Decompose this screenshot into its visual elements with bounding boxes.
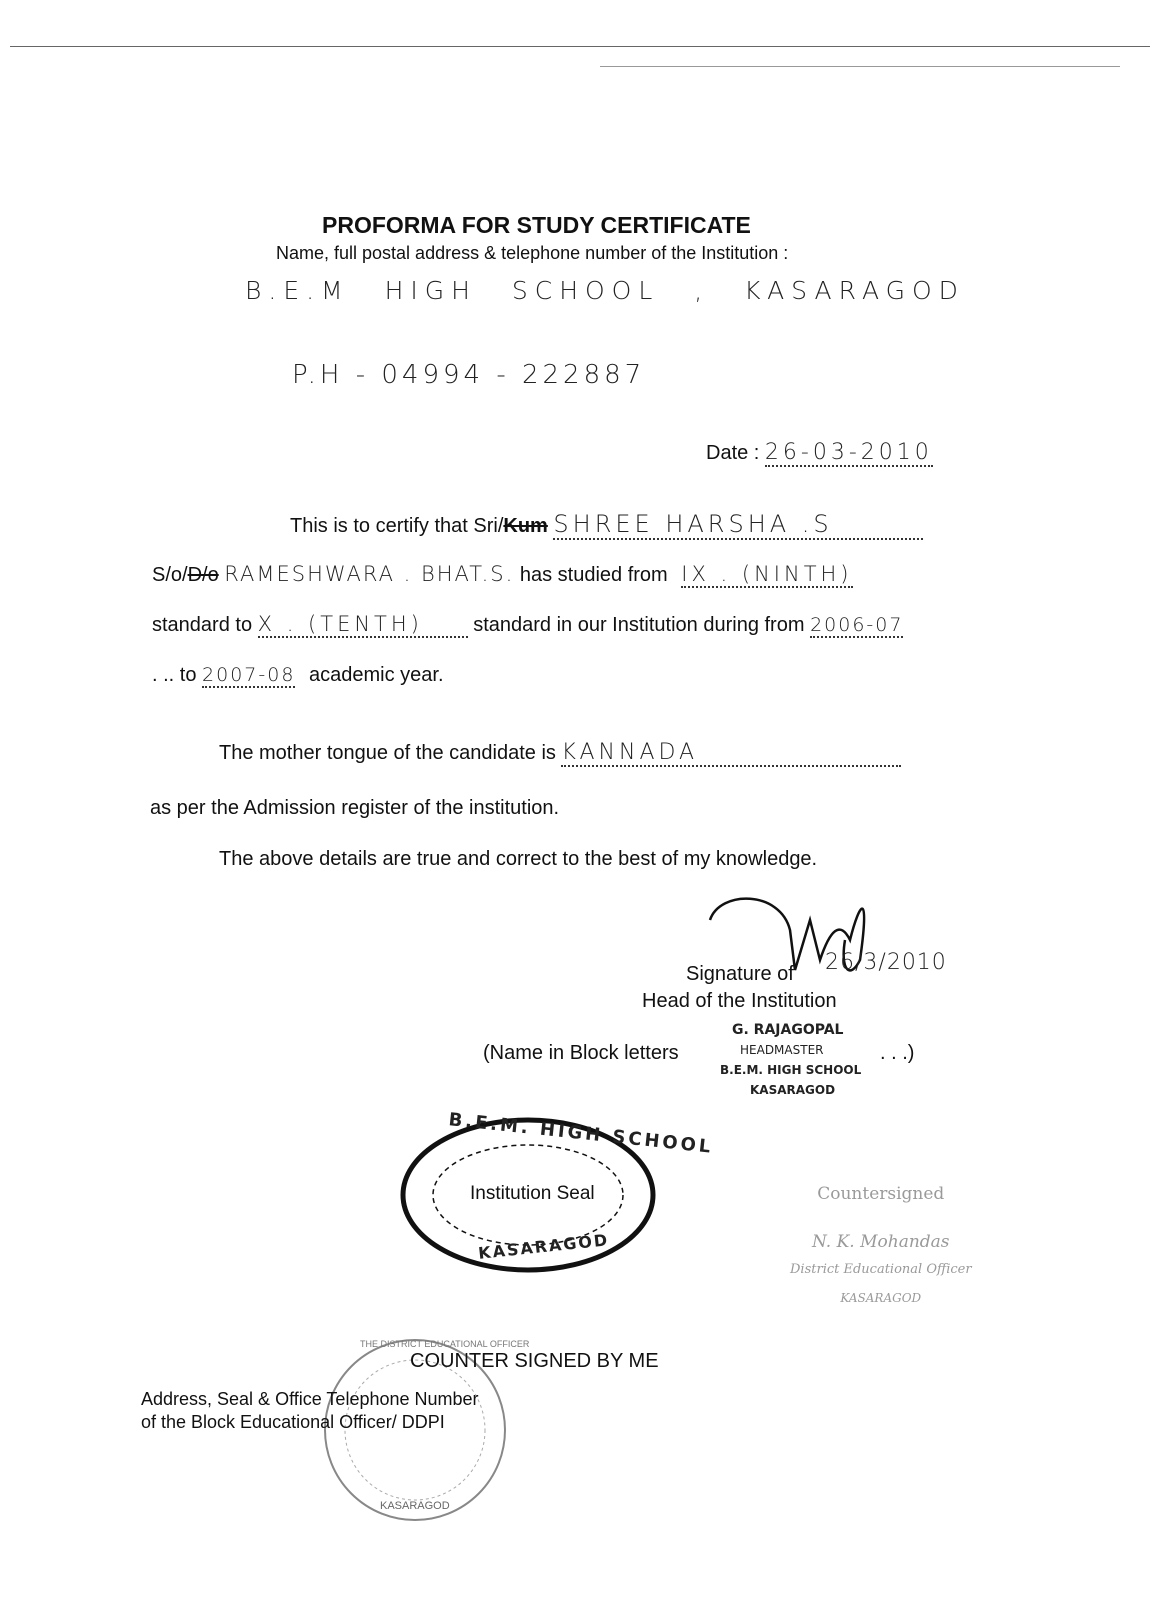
subtitle: Name, full postal address & telephone number of the Institution : — [276, 243, 789, 263]
standard-line — [152, 612, 903, 638]
stamp-designation: HEADMASTER — [740, 1043, 824, 1057]
parent-name: RAMESHWARA . BHAT.S. — [224, 562, 515, 586]
during-label: standard in our Institution during from — [473, 614, 805, 636]
institution-phone: P.H - 04994 - 222887 — [292, 360, 646, 390]
deo-seal-top: THE DISTRICT EDUCATIONAL OFFICER — [360, 1339, 530, 1349]
academic-year: academic year. — [308, 664, 444, 686]
countersign-stamp — [790, 1180, 972, 1312]
top-scan-line — [10, 46, 1150, 47]
stamp-name: G. RAJAGOPAL — [732, 1022, 844, 1038]
seal-top: B.E.M. HIGH SCHOOL — [447, 1109, 715, 1158]
countersign-place: KASARAGOD — [840, 1291, 922, 1305]
beo-label-1: Address, Seal & Office Telephone Number — [141, 1389, 479, 1409]
admission-register: as per the Admission register of the institution. — [150, 797, 560, 819]
mother-tongue: KANNADA — [561, 740, 901, 767]
date-row — [706, 440, 933, 467]
date-value: 26-03-2010 — [764, 440, 933, 465]
certify-line — [290, 510, 923, 540]
standard-to: standard to — [152, 614, 253, 636]
date-label: Date : — [706, 442, 760, 464]
do-struck: D/o — [187, 564, 219, 586]
stamp-place: KASARAGOD — [750, 1083, 836, 1097]
seal-center: Institution Seal — [470, 1183, 595, 1204]
to-standard: X . (TENTH) — [258, 612, 468, 638]
stamp-school: B.E.M. HIGH SCHOOL — [720, 1063, 862, 1077]
parent-line — [152, 562, 853, 588]
countersign-officer: N. K. Mohandas — [812, 1232, 950, 1252]
head-label: Head of the Institution — [642, 990, 837, 1012]
seal-bottom: KASARAGOD — [477, 1230, 611, 1263]
to-year: 2007-08 — [202, 664, 296, 686]
block-letters-close: . . .) — [880, 1042, 915, 1064]
headmaster-stamp — [720, 1020, 861, 1100]
declaration: The above details are true and correct to the best of my knowledge. — [219, 848, 818, 870]
institution-name: B.E.M HIGH SCHOOL , KASARAGOD — [245, 276, 965, 305]
countersign-designation: District Educational Officer — [790, 1262, 972, 1277]
kum-struck: Kum — [503, 515, 548, 537]
studied-from: has studied from — [519, 564, 668, 586]
beo-label-2: of the Block Educational Officer/ DDPI — [141, 1412, 445, 1432]
deo-seal-bottom: KASARAGOD — [380, 1500, 450, 1512]
institution-seal — [398, 1109, 715, 1275]
signature-label: Signature of — [686, 963, 794, 985]
block-letters-label: (Name in Block letters — [483, 1042, 679, 1064]
countersigned-label: Countersigned — [817, 1184, 945, 1204]
student-name: SHREE HARSHA .S — [553, 510, 923, 540]
from-year: 2006-07 — [810, 614, 904, 636]
top-scan-line-2 — [600, 66, 1120, 67]
year-line — [152, 664, 444, 688]
certify-prefix: This is to certify that Sri/ — [290, 515, 504, 537]
signature-date: 26/3/2010 — [825, 950, 947, 975]
so-label: S/o/ — [152, 564, 188, 586]
to-label: . .. to — [152, 664, 197, 686]
counter-signed-by: COUNTER SIGNED BY ME — [410, 1350, 659, 1372]
from-standard: IX . (NINTH) — [681, 562, 853, 586]
mother-tongue-label: The mother tongue of the candidate is — [219, 742, 556, 764]
mother-tongue-line — [219, 740, 901, 767]
page-title: PROFORMA FOR STUDY CERTIFICATE — [322, 212, 751, 238]
countersign-signature — [790, 1208, 972, 1228]
